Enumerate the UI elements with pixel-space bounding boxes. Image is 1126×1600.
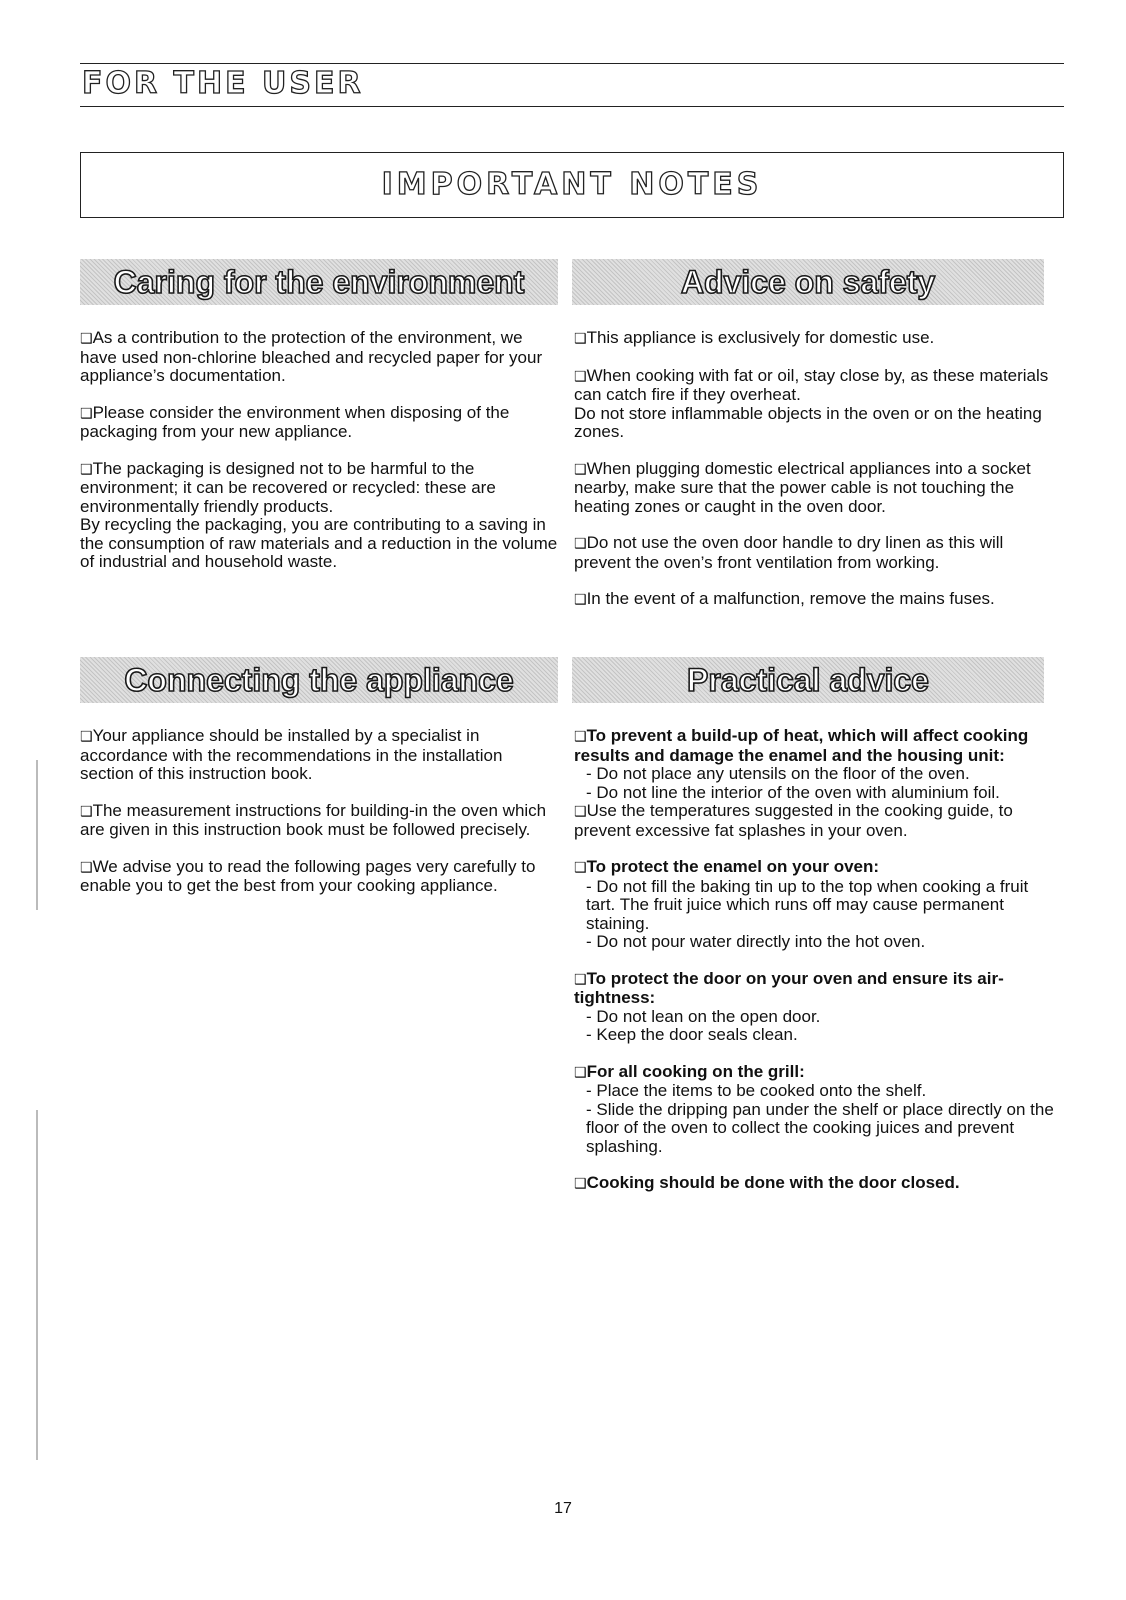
environment-section <box>80 329 560 590</box>
practical-heading: Practical advice <box>687 662 929 698</box>
heat-heading: ❑To prevent a build-up of heat, which will affect cooking results and damage the enamel and the housing unit: <box>574 726 1029 765</box>
list-item: - Place the items to be cooked onto the shelf. <box>586 1081 927 1100</box>
header-top-rule <box>80 63 1064 64</box>
grill-heading: ❑For all cooking on the grill: <box>574 1061 805 1081</box>
list-item: - Do not lean on the open door. <box>586 1006 821 1026</box>
connecting-heading: Connecting the appliance <box>124 662 514 698</box>
connecting-banner <box>80 657 558 703</box>
safety-banner <box>572 259 1044 305</box>
practical-section <box>574 727 1054 1212</box>
scan-artifact <box>36 1110 38 1460</box>
checkbox-icon: ❑ <box>80 405 93 422</box>
list-item: ❑When plugging domestic electrical appliances into a socket nearby, make sure that the power cable is not touching the heating zones or caught in the oven door. <box>574 458 1031 516</box>
list-item: - Do not line the interior of the oven with aluminium foil. <box>586 782 1000 802</box>
list-item: - Slide the dripping pan under the shelf or place directly on the floor of the oven to collect the cooking juices and prevent splashing. <box>586 1099 1054 1156</box>
list-item: ❑We advise you to read the following pages very carefully to enable you to get the best from your cooking appliance. <box>80 856 536 895</box>
list-item: ❑Do not use the oven door handle to dry linen as this will prevent the oven’s front ventilation from working. <box>574 533 1004 572</box>
checkbox-icon: ❑ <box>574 971 587 988</box>
environment-heading: Caring for the environment <box>113 264 525 300</box>
page-header-title: FOR THE USER <box>82 66 364 101</box>
checkbox-icon: ❑ <box>574 461 587 478</box>
paragraph: By recycling the packaging, you are contributing to a saving in the consumption of raw materials and a reduction in the volume of industrial and household waste. <box>80 515 558 571</box>
checkbox-icon: ❑ <box>80 461 93 478</box>
list-item: - Do not fill the baking tin up to the top when cooking a fruit tart. The fruit juice which runs off may cause permanent staining. <box>586 876 1029 933</box>
connecting-section <box>80 727 560 914</box>
list-item: ❑Use the temperatures suggested in the cooking guide, to prevent excessive fat splashes in your oven. <box>574 801 1013 840</box>
environment-banner <box>80 259 558 305</box>
list-item: ❑Your appliance should be installed by a specialist in accordance with the recommendations in the installation section of this instruction book. <box>80 726 503 783</box>
checkbox-icon: ❑ <box>574 368 587 385</box>
checkbox-icon: ❑ <box>574 860 587 876</box>
header-bottom-rule <box>80 106 1064 107</box>
page-number: 17 <box>554 1500 572 1517</box>
checkbox-icon: ❑ <box>574 1176 587 1192</box>
list-item: ❑In the event of a malfunction, remove the mains fuses. <box>574 589 995 608</box>
list-item: ❑The measurement instructions for building-in the oven which are given in this instruction book must be followed precisely. <box>80 800 547 839</box>
checkbox-icon: ❑ <box>574 536 587 552</box>
checkbox-icon: ❑ <box>574 1064 587 1081</box>
list-item: ❑Please consider the environment when disposing of the packaging from your new appliance. <box>80 402 510 441</box>
checkbox-icon: ❑ <box>574 331 587 347</box>
checkbox-icon: ❑ <box>574 804 587 820</box>
safety-heading: Advice on safety <box>680 264 936 300</box>
list-item: - Do not pour water directly into the hot oven. <box>586 932 926 951</box>
practical-banner <box>572 657 1044 703</box>
door-heading: ❑To protect the door on your oven and ensure its air-tightness: <box>574 968 1004 1007</box>
list-item: ❑The packaging is designed not to be harmful to the environment; it can be recovered or recycled: these are environmentally friendly products. <box>80 458 496 516</box>
checkbox-icon: ❑ <box>574 729 587 745</box>
closing-note: ❑Cooking should be done with the door closed. <box>574 1173 960 1192</box>
checkbox-icon: ❑ <box>80 729 93 745</box>
scan-artifact <box>36 760 38 910</box>
important-notes-title: IMPORTANT NOTES <box>381 167 763 202</box>
paragraph: Do not store inflammable objects in the oven or on the heating zones. <box>574 403 1042 441</box>
checkbox-icon: ❑ <box>574 592 587 608</box>
checkbox-icon: ❑ <box>80 803 93 820</box>
list-item: ❑This appliance is exclusively for domestic use. <box>574 328 935 347</box>
enamel-heading: ❑To protect the enamel on your oven: <box>574 857 880 876</box>
list-item: - Do not place any utensils on the floor of the oven. <box>586 764 970 783</box>
checkbox-icon: ❑ <box>80 331 93 347</box>
checkbox-icon: ❑ <box>80 859 93 876</box>
list-item: - Keep the door seals clean. <box>586 1025 798 1044</box>
list-item: ❑As a contribution to the protection of the environment, we have used non-chlorine bleached and recycled paper for your appliance’s documentation. <box>80 328 543 385</box>
safety-section <box>574 329 1054 628</box>
list-item: ❑When cooking with fat or oil, stay close by, as these materials can catch fire if they overheat. <box>574 365 1049 404</box>
important-notes-box <box>80 152 1064 218</box>
